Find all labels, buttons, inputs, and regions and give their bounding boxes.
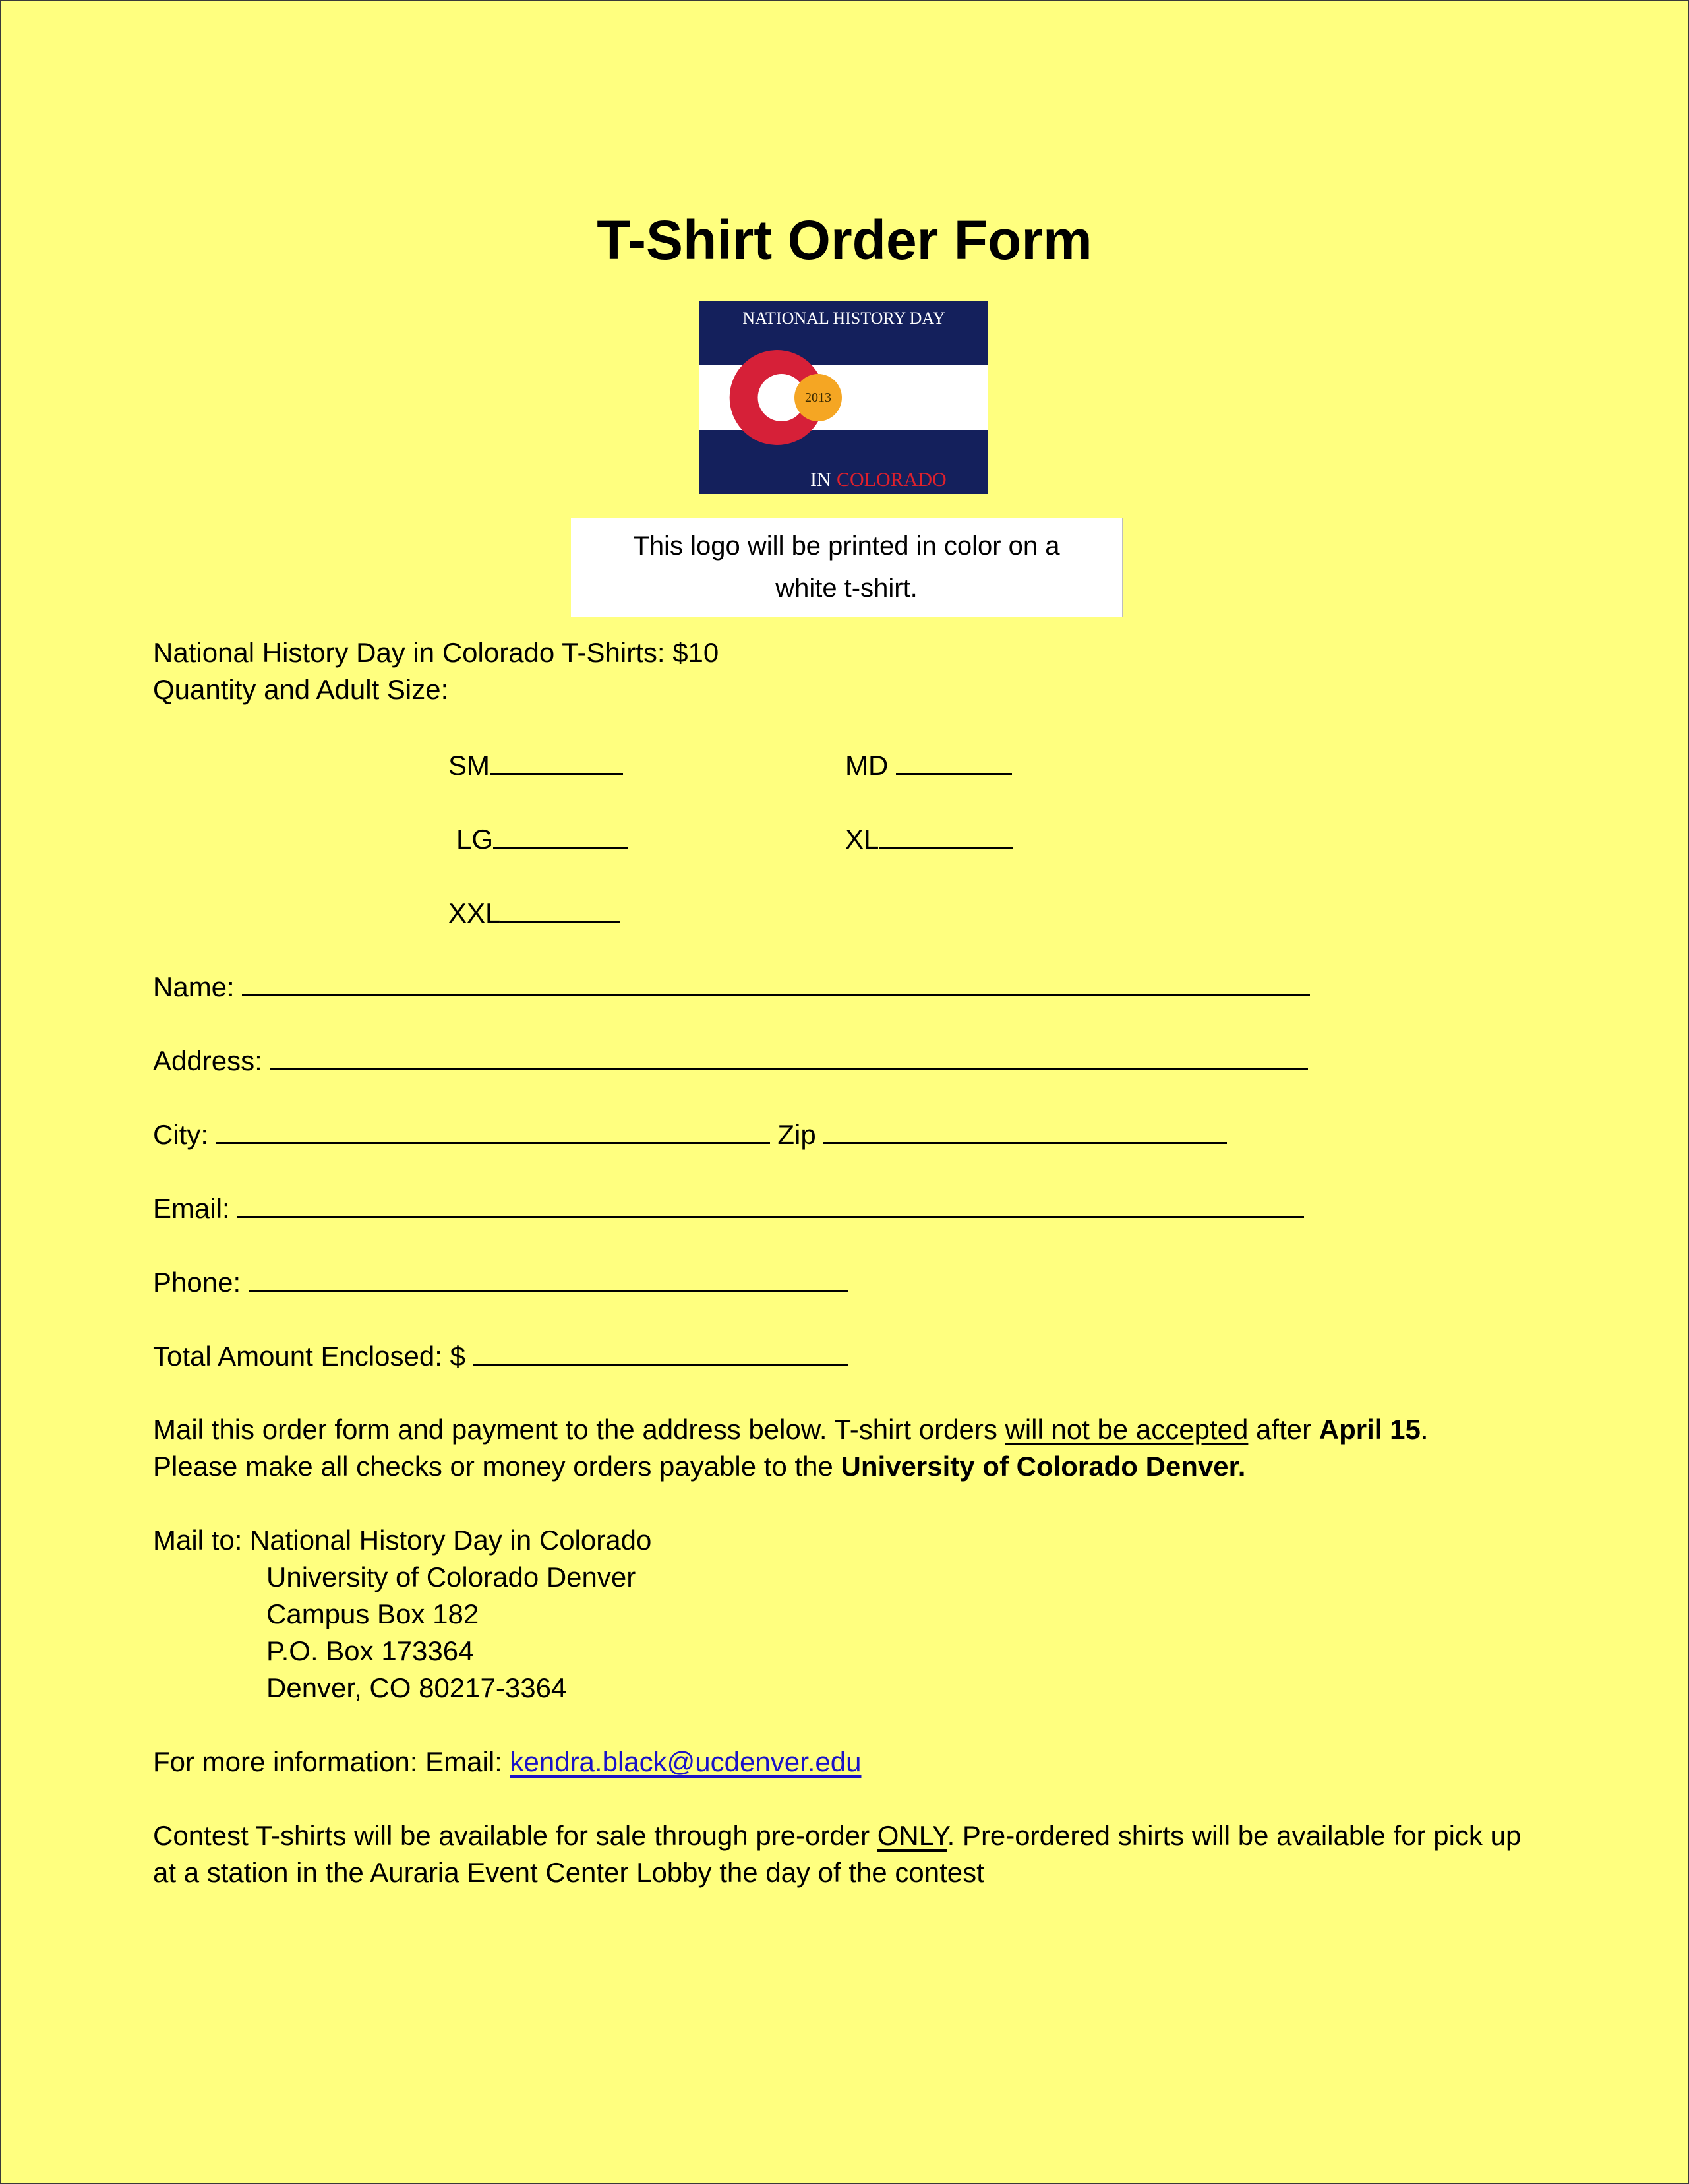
more-info-label: For more information: Email: (153, 1746, 510, 1777)
size-md-blank[interactable] (896, 746, 1012, 775)
contest-note-line1 (153, 1817, 1521, 1854)
payee-text: University of Colorado Denver. (841, 1451, 1246, 1482)
size-xl-label: XL (845, 824, 879, 855)
size-sm-label: SM (448, 750, 490, 781)
size-xl-field[interactable] (845, 820, 1013, 858)
size-lg-label: LG (456, 824, 494, 855)
name-blank[interactable] (242, 968, 1310, 996)
mail-to-line2: Campus Box 182 (266, 1598, 479, 1629)
size-heading: Quantity and Adult Size: (153, 674, 449, 705)
nhd-colorado-logo (699, 301, 988, 494)
instructions-text: after (1248, 1414, 1319, 1445)
zip-blank[interactable] (823, 1116, 1227, 1144)
instructions-line2 (153, 1448, 1245, 1485)
page-title: T-Shirt Order Form (597, 209, 1092, 271)
size-sm-blank[interactable] (490, 746, 623, 775)
address-blank[interactable] (270, 1042, 1308, 1070)
name-field[interactable] (153, 968, 1310, 1006)
mail-to-line1: University of Colorado Denver (266, 1562, 636, 1592)
city-blank[interactable] (216, 1116, 770, 1144)
size-lg-blank[interactable] (493, 820, 628, 849)
size-xl-blank[interactable] (879, 820, 1013, 849)
contact-email-link[interactable]: kendra.black@ucdenver.edu (510, 1746, 862, 1777)
phone-field[interactable] (153, 1263, 848, 1301)
contest-note-line2: at a station in the Auraria Event Center Lobby the day of the contest (153, 1857, 984, 1888)
size-xxl-field[interactable] (448, 894, 620, 932)
logo-caption-line1: This logo will be printed in color on a (633, 531, 1060, 561)
contest-note-text: . Pre-ordered shirts will be available for pick up (947, 1820, 1522, 1851)
size-md-label: MD (845, 750, 889, 781)
instructions-line1 (153, 1411, 1429, 1448)
email-label: Email: (153, 1193, 230, 1224)
zip-label: Zip (777, 1119, 816, 1150)
more-info (153, 1744, 861, 1780)
instructions-text: . (1420, 1414, 1429, 1445)
city-label: City: (153, 1119, 208, 1150)
price-line: National History Day in Colorado T-Shirts: $10 (153, 637, 719, 668)
logo-caption-line2: white t-shirt. (775, 574, 918, 603)
logo-top-text: NATIONAL HISTORY DAY (742, 309, 945, 328)
logo-bottom-prefix: IN (810, 469, 831, 491)
logo-bottom-highlight: COLORADO (837, 469, 947, 491)
total-field[interactable] (153, 1337, 848, 1375)
logo-year: 2013 (805, 390, 831, 405)
contest-note-text: Contest T-shirts will be available for sale through pre-order (153, 1820, 877, 1851)
mail-to-line4: Denver, CO 80217-3364 (266, 1672, 567, 1703)
only-text: ONLY (877, 1820, 947, 1851)
mail-to-line3: P.O. Box 173364 (266, 1635, 474, 1666)
phone-blank[interactable] (249, 1263, 848, 1292)
email-field[interactable] (153, 1190, 1304, 1227)
deadline-text: April 15 (1319, 1414, 1421, 1445)
address-label: Address: (153, 1045, 262, 1076)
mail-to-label: Mail to: National History Day in Colorado (153, 1525, 652, 1556)
total-blank[interactable] (473, 1337, 848, 1366)
size-lg-field[interactable] (456, 820, 628, 858)
total-label: Total Amount Enclosed: $ (153, 1341, 465, 1372)
size-xxl-label: XXL (448, 897, 501, 928)
logo-caption (571, 518, 1123, 617)
instructions-text: Please make all checks or money orders payable to the (153, 1451, 841, 1482)
phone-label: Phone: (153, 1267, 241, 1298)
name-label: Name: (153, 971, 235, 1002)
email-blank[interactable] (237, 1190, 1304, 1218)
size-md-field[interactable] (845, 746, 1012, 784)
size-sm-field[interactable] (448, 746, 623, 784)
address-field[interactable] (153, 1042, 1308, 1079)
instructions-text: Mail this order form and payment to the address below. T-shirt orders (153, 1414, 1005, 1445)
size-xxl-blank[interactable] (500, 894, 620, 923)
city-zip-field[interactable] (153, 1116, 1227, 1153)
not-accepted-text: will not be accepted (1005, 1414, 1249, 1445)
